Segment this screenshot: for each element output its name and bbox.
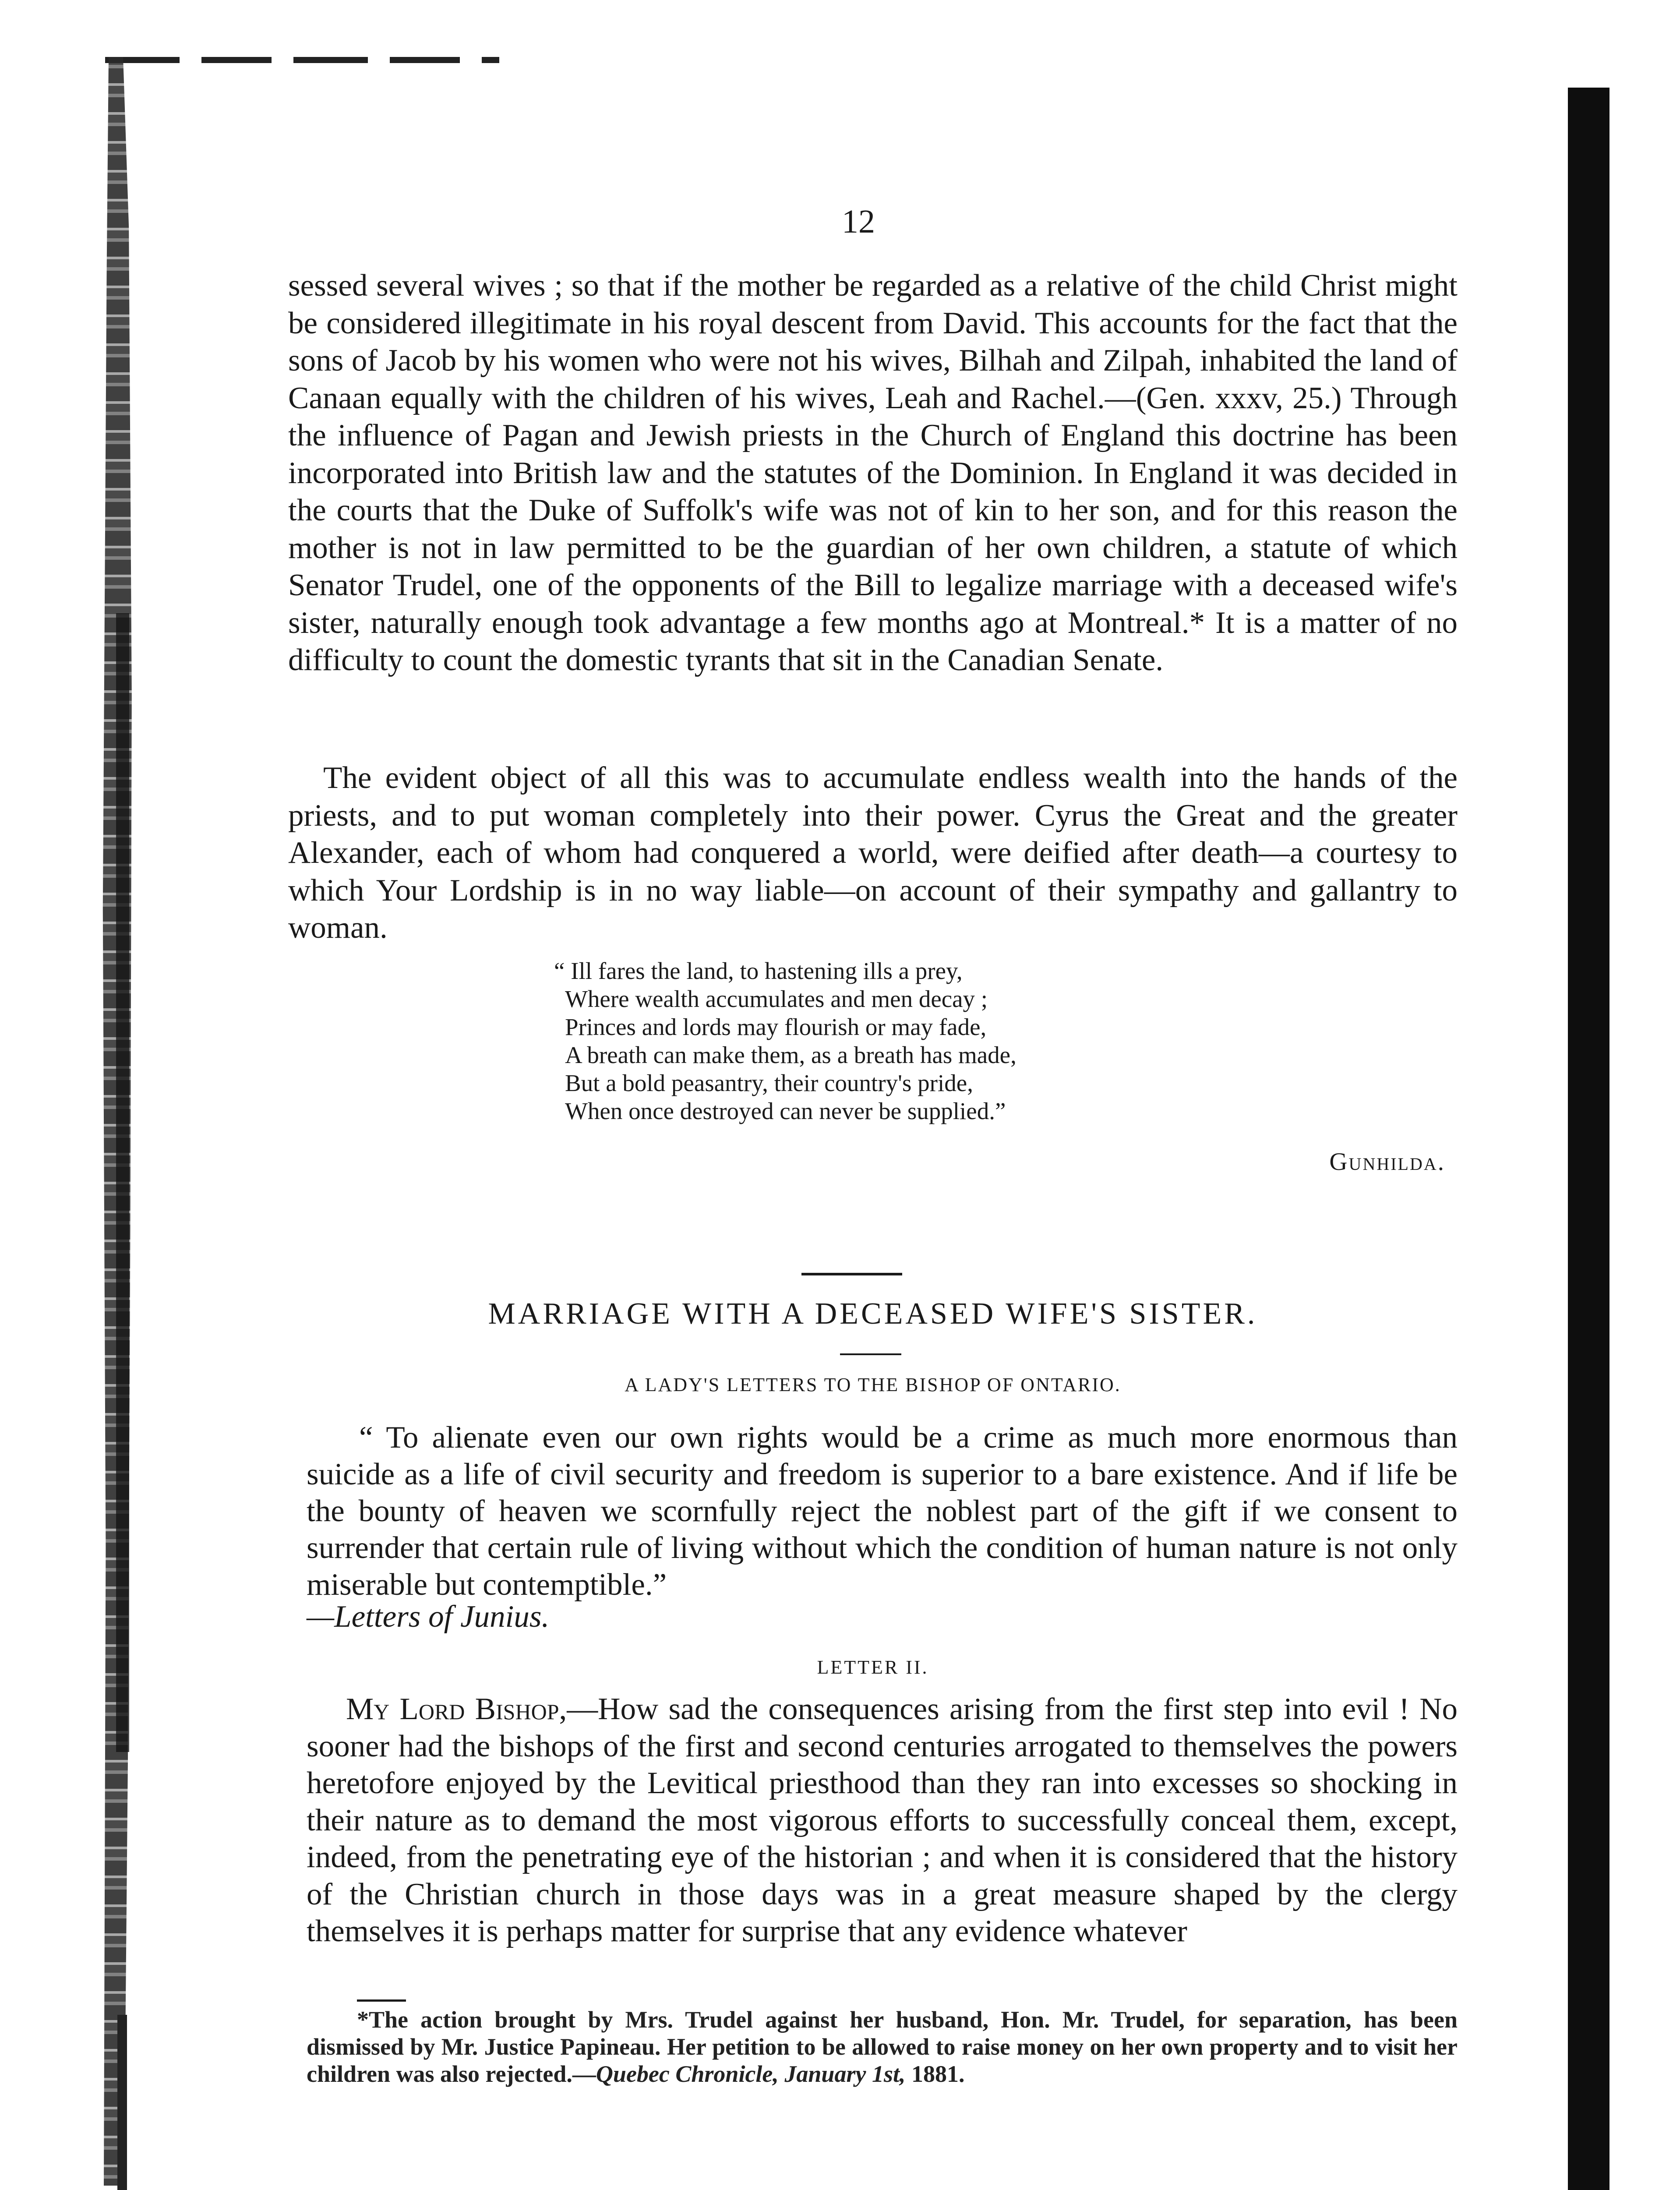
continuation-paragraph: sessed several wives ; so that if the mother be regarded as a relative of the child Christ might be considered illegitimate in his royal descent from David. This accounts for the fact that the sons of Jacob by his women who were not his wives, Bilhah and Zilpah, inhabited the land of Canaan equally with the children of his wives, Leah and Rachel.—(Gen. xxxv, 25.) Through the influence of Pagan and Jewish priests in the Church of England this doctrine has been incorporated into British law and the statutes of the Dominion. In England it was decided in the courts that the Duke of Suffolk's wife was not of kin to her son, and for this reason the mother is not in law permitted to be the guardian of her own children, a statute of which Senator Trudel, one of the opponents of the Bill to legalize marriage with a deceased wife's sister, naturally enough took advantage a few months ago at Montreal.* It is a matter of no difficulty to count the domestic tyrants that sit in the Canadian Senate. [288,268,1458,677]
title-underline [840,1353,901,1355]
section-divider [801,1273,902,1275]
scan-artifact-left-bar [116,613,129,1752]
footnote-rule [357,1999,406,2002]
letter-heading: LETTER II. [817,1657,929,1678]
footnote-source: Quebec Chronicle, January 1st, [596,2061,906,2087]
letter-salutation: My Lord Bishop, [346,1692,567,1726]
poem-line: “ Ill fares the land, to hastening ills a prey, [554,957,963,984]
scan-artifact-top [105,57,499,63]
evident-object-paragraph: The evident object of all this was to accumulate endless wealth into the hands of the priests, and to put woman completely into their power. Cyrus the Great and the greater Alexander, each of whom had conquered a world, were deified after death—a courtesy to which Your Lordship is in no way liable—on account of their sympathy and gallantry to woman. [288,761,1458,945]
page-number: 12 [842,203,875,240]
article-subtitle: A LADY'S LETTERS TO THE BISHOP OF ONTARIO. [625,1374,1121,1395]
poem-line: When once destroyed can never be supplied.” [565,1098,1006,1124]
letter-body-text: —How sad the consequences arising from the first step into evil ! No sooner had the bishops of the first and second centuries arrogated to themselves the powers heretofore enjoyed by the Levitical priesthood than they ran into excesses so shocking in their nature as to demand the most vigorous efforts to successfully conceal them, except, indeed, from the penetrating eye of the historian ; and when it is considered that the history of the Christian church in those days was in a great measure shaped by the clergy themselves it is perhaps matter for surprise that any evidence whatever [307,1692,1458,1948]
scan-artifact-left-bar-lower [117,2015,127,2190]
epigraph-quote: “ To alienate even our own rights would be a crime as much more enormous than suicide as a life of civil security and freedom is superior to a bare existence. And if life be the bounty of heaven we scornfully reject the noblest part of the gift if we consent to surrender that certain rule of living without which the condition of human nature is not only miserable but contemptible.” [307,1420,1458,1602]
epigraph-source: —Letters of Junius. [307,1600,550,1634]
scan-artifact-right-bar [1568,88,1609,2190]
signature-gunhilda: Gunhilda. [1329,1148,1445,1176]
article-title: MARRIAGE WITH A DECEASED WIFE'S SISTER. [488,1297,1258,1331]
footnote-year: 1881. [905,2061,965,2087]
poem-line: Princes and lords may flourish or may fade, [565,1014,987,1040]
poem-line: A breath can make them, as a breath has made, [565,1042,1016,1068]
footnote [307,2006,1458,2088]
poem-quotation [554,957,1222,1125]
footnote-text: *The action brought by Mrs. Trudel against her husband, Hon. Mr. Trudel, for separation, has been dismissed by Mr. Justice Papineau. Her petition to be allowed to raise money on her own property and to visit her children was also rejected.— [307,2006,1458,2087]
poem-line: But a bold peasantry, their country's pride, [565,1070,973,1096]
poem-line: Where wealth accumulates and men decay ; [565,986,988,1012]
letter-body [307,1691,1458,1950]
